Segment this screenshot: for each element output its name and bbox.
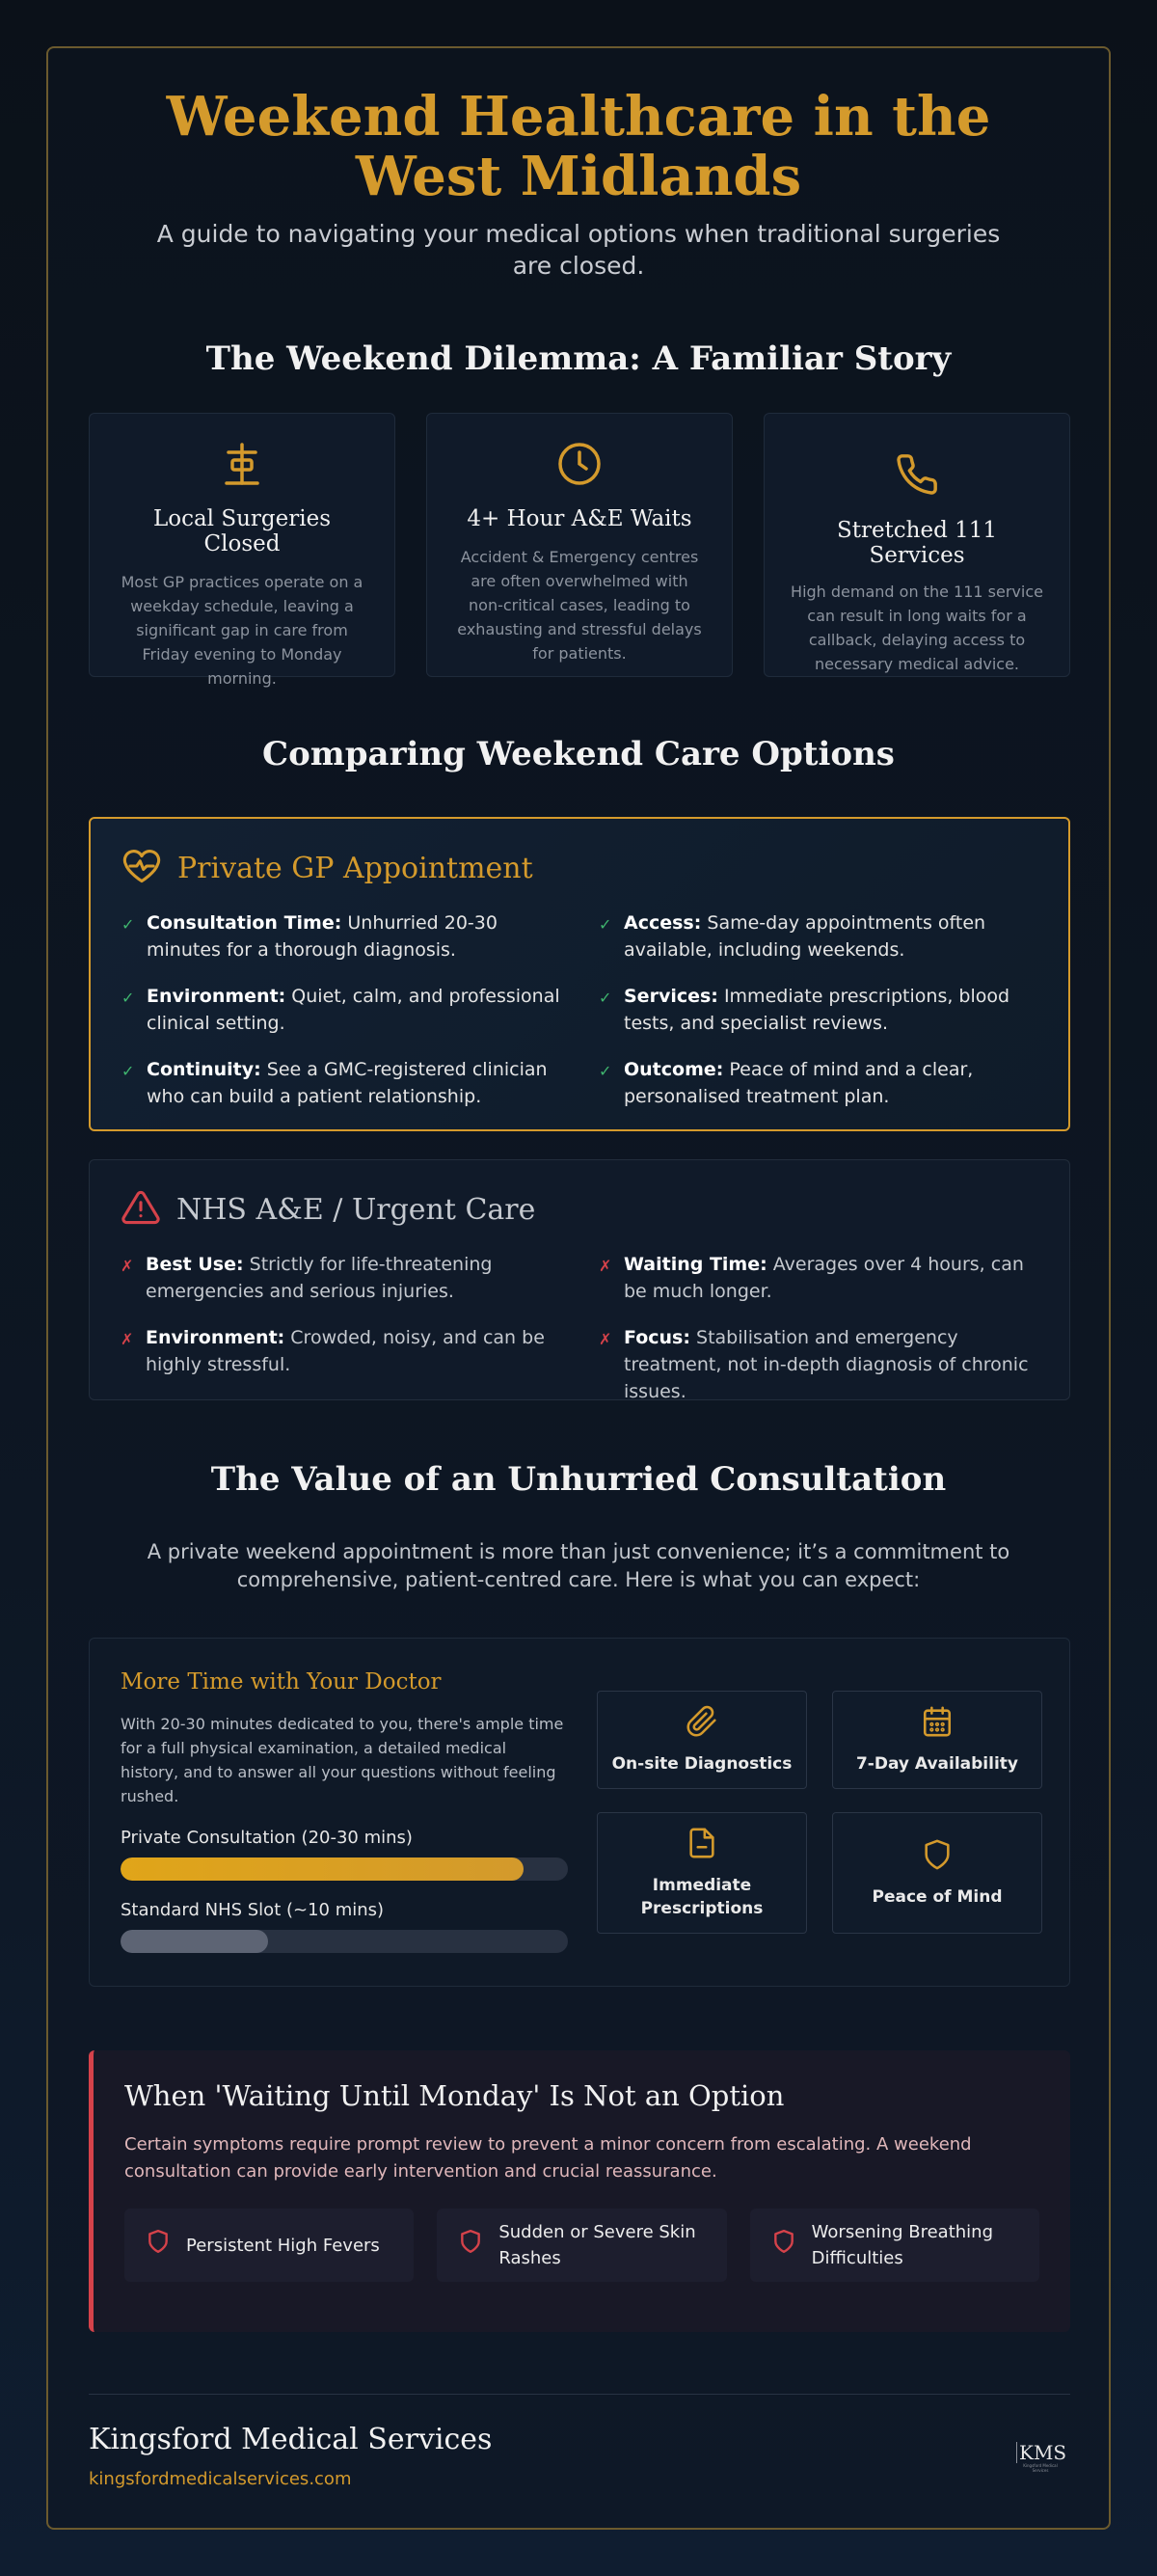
bar-track-nhs	[121, 1930, 568, 1953]
phone-icon	[790, 452, 1044, 506]
dilemma-card-111	[764, 413, 1070, 677]
symptom-label: Worsening Breathing Difficulties	[811, 2222, 993, 2268]
cross-icon: ✗	[599, 1257, 612, 1275]
value-heading: The Value of an Unhurried Consultation	[210, 1460, 947, 1499]
footer-website-link[interactable]: kingsfordmedicalservices.com	[89, 2469, 352, 2489]
nhs-card	[89, 1159, 1070, 1400]
cross-icon: ✗	[599, 1330, 612, 1348]
list-item: ✓ Outcome: Peace of mind and a clear, personalised treatment plan.	[599, 1056, 1037, 1110]
page-title: Weekend Healthcare in the West Midlands	[166, 85, 991, 208]
shield-alert-icon	[771, 2228, 796, 2263]
list-item: ✓ Environment: Quiet, calm, and professional clinical setting.	[121, 983, 560, 1037]
check-icon: ✓	[121, 1062, 135, 1080]
feature-label: 7-Day Availability	[855, 1753, 1019, 1774]
list-item: ✓ Continuity: See a GMC-registered clinician who can build a patient relationship.	[121, 1056, 560, 1110]
check-icon: ✓	[599, 915, 612, 934]
bar-fill-private	[121, 1857, 524, 1881]
feature-diagnostics	[597, 1691, 807, 1789]
card-title: Local Surgeries Closed	[152, 506, 332, 556]
company-logo	[1016, 2441, 1067, 2473]
list-item: ✗ Waiting Time: Averages over 4 hours, can be much longer.	[599, 1251, 1038, 1305]
card-title: 4+ Hour A&E Waits	[467, 506, 692, 531]
feature-label: Peace of Mind	[872, 1886, 1003, 1907]
feature-peace-of-mind	[832, 1812, 1042, 1934]
urgent-symptoms-panel	[89, 2050, 1070, 2332]
cross-icon: ✗	[121, 1330, 134, 1348]
bar-label-nhs: Standard NHS Slot (~10 mins)	[121, 1900, 385, 1920]
shield-alert-icon	[146, 2228, 171, 2263]
bar-label-private: Private Consultation (20-30 mins)	[121, 1828, 413, 1848]
value-card-text: With 20-30 minutes dedicated to you, there's ample time for a full physical examination, a detailed medical history, and to answer all your questions without feeling rushed.	[121, 1715, 564, 1805]
logo-subtext: Kingsford Medical Services	[1023, 2463, 1058, 2473]
warning-icon	[121, 1189, 161, 1230]
infographic-frame	[46, 46, 1111, 2530]
feature-label: On-site Diagnostics	[611, 1753, 793, 1774]
cross-icon: ✗	[121, 1257, 134, 1275]
check-icon: ✓	[121, 915, 135, 934]
card-text: Most GP practices operate on a weekday schedule, leaving a significant gap in care from Friday evening to Monday morning.	[121, 573, 363, 688]
card-text: High demand on the 111 service can result in long waits for a callback, delaying access to necessary medical advice.	[791, 583, 1043, 673]
symptom-item	[437, 2209, 726, 2282]
paperclip-icon	[686, 1705, 718, 1745]
bar-track-private	[121, 1857, 568, 1881]
list-item: ✗ Focus: Stabilisation and emergency treatment, not in-depth diagnosis of chronic issues.	[599, 1324, 1038, 1405]
value-card-title: More Time with Your Doctor	[121, 1669, 442, 1695]
dilemma-card-ae	[426, 413, 733, 677]
dilemma-heading: The Weekend Dilemma: A Familiar Story	[205, 339, 952, 378]
nhs-title: NHS A&E / Urgent Care	[176, 1192, 536, 1227]
urgent-heading: When 'Waiting Until Monday' Is Not an Option	[124, 2079, 785, 2112]
check-icon: ✓	[599, 1062, 612, 1080]
shield-icon	[921, 1838, 954, 1878]
list-item: ✓ Services: Immediate prescriptions, blood tests, and specialist reviews.	[599, 983, 1037, 1037]
private-gp-title: Private GP Appointment	[177, 851, 533, 885]
card-title: Stretched 111 Services	[836, 518, 998, 568]
urgent-text: Certain symptoms require prompt review to prevent a minor concern from escalating. A weekend consultation can provide early intervention and crucial reassurance.	[124, 2134, 972, 2182]
feature-prescriptions	[597, 1812, 807, 1934]
calendar-icon	[921, 1705, 954, 1745]
symptom-item	[750, 2209, 1039, 2282]
symptom-label: Sudden or Severe Skin Rashes	[498, 2222, 696, 2268]
logo-text: KMS	[1016, 2442, 1064, 2463]
footer-company-name: Kingsford Medical Services	[89, 2423, 493, 2456]
list-item: ✗ Best Use: Strictly for life-threatening emergencies and serious injuries.	[121, 1251, 560, 1305]
list-item: ✓ Consultation Time: Unhurried 20-30 minutes for a thorough diagnosis.	[121, 909, 560, 963]
feature-availability	[832, 1691, 1042, 1789]
feature-label: Immediate Prescriptions	[640, 1875, 764, 1918]
symptom-item	[124, 2209, 414, 2282]
check-icon: ✓	[121, 989, 135, 1007]
document-icon	[686, 1827, 718, 1866]
list-item: ✗ Environment: Crowded, noisy, and can be highly stressful.	[121, 1324, 560, 1405]
private-gp-card	[89, 817, 1070, 1131]
card-text: Accident & Emergency centres are often overwhelmed with non-critical cases, leading to exhausting and stressful delays for patients.	[457, 548, 702, 663]
value-card	[89, 1638, 1070, 1987]
heart-pulse-icon	[121, 848, 162, 888]
value-intro: A private weekend appointment is more than just convenience; it’s a commitment to comprehensive, patient-centred care. Here is what you can expect:	[147, 1540, 1010, 1591]
hospital-sign-icon	[115, 441, 369, 495]
shield-alert-icon	[458, 2228, 483, 2263]
footer-divider	[89, 2394, 1070, 2395]
symptom-label: Persistent High Fevers	[186, 2235, 380, 2256]
list-item: ✓ Access: Same-day appointments often available, including weekends.	[599, 909, 1037, 963]
clock-icon	[452, 441, 707, 495]
check-icon: ✓	[599, 989, 612, 1007]
page-subtitle: A guide to navigating your medical options when traditional surgeries are closed.	[156, 220, 1001, 280]
comparison-heading: Comparing Weekend Care Options	[262, 735, 895, 773]
bar-fill-nhs	[121, 1930, 268, 1953]
dilemma-card-surgeries	[89, 413, 395, 688]
